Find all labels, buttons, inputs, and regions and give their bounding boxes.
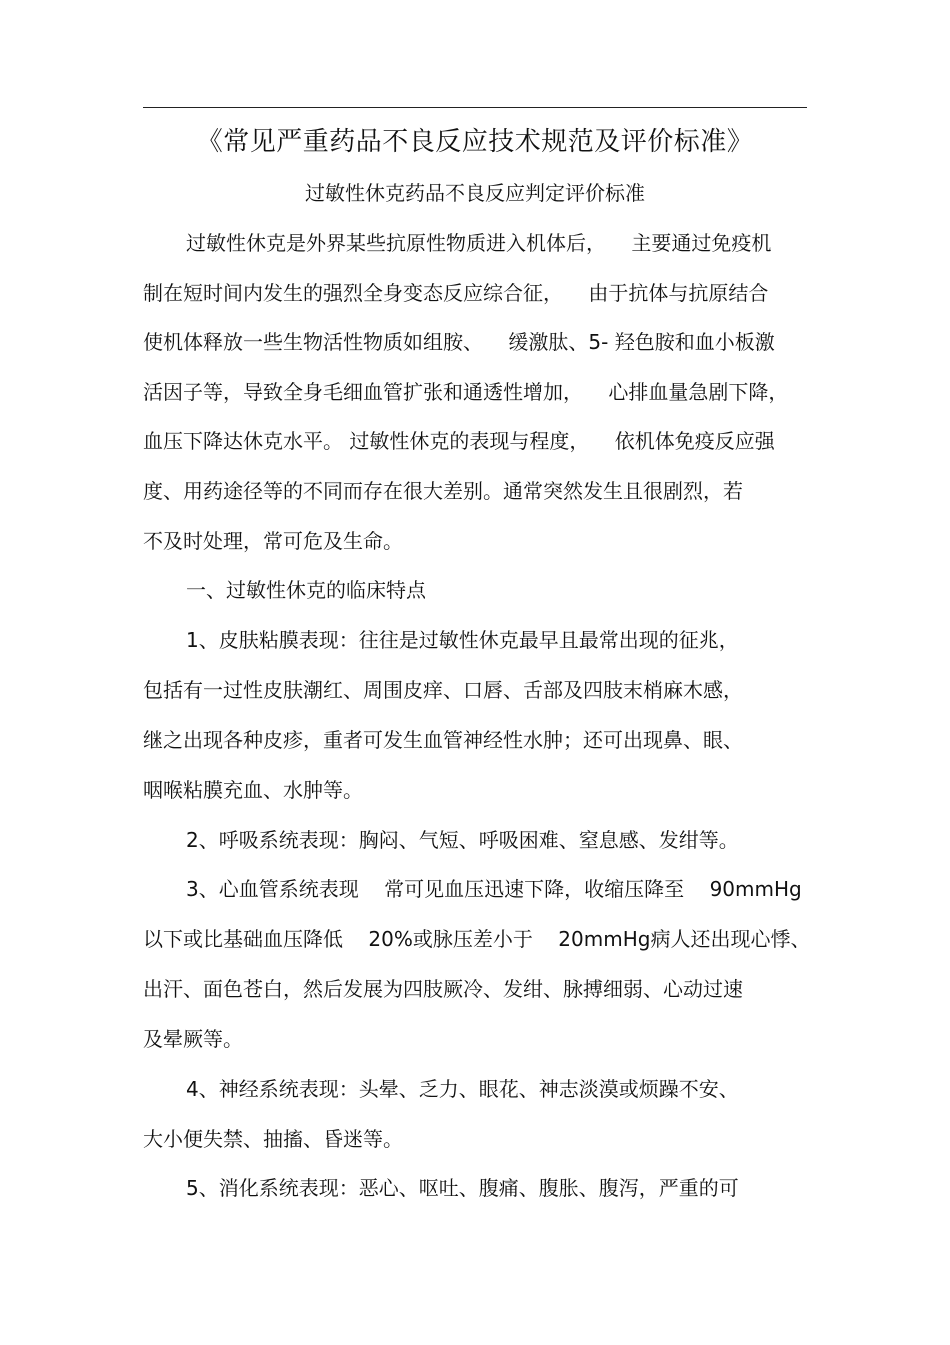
paragraph-line: 包括有一过性皮肤潮红、周围皮痒、口唇、舌部及四肢末梢麻木感， xyxy=(143,678,743,702)
paragraph-line: 不及时处理，常可危及生命。 xyxy=(143,529,403,553)
paragraph-line: 以下或比基础血压降低 20%或脉压差小于 20mmHg病人还出现心悸、 xyxy=(143,927,811,951)
document-subtitle: 过敏性休克药品不良反应判定评价标准 xyxy=(305,181,645,205)
paragraph-line: 血压下降达休克水平。 过敏性休克的表现与程度， 依机体免疫反应强 xyxy=(143,429,775,453)
paragraph-line: 1、皮肤粘膜表现：往往是过敏性休克最早且最常出现的征兆， xyxy=(186,628,739,652)
paragraph-line: 使机体释放一些生物活性物质如组胺、 缓激肽、5- 羟色胺和血小板激 xyxy=(143,330,775,354)
paragraph-line: 制在短时间内发生的强烈全身变态反应综合征， 由于抗体与抗原结合 xyxy=(143,281,769,305)
document-title: 《常见严重药品不良反应技术规范及评价标准》 xyxy=(196,127,754,157)
paragraph-line: 继之出现各种皮疹，重者可发生血管神经性水肿；还可出现鼻、眼、 xyxy=(143,728,743,752)
paragraph-line: 及晕厥等。 xyxy=(143,1027,243,1051)
paragraph-line: 大小便失禁、抽搐、昏迷等。 xyxy=(143,1127,403,1151)
paragraph-line: 5、消化系统表现：恶心、呕吐、腹痛、腹胀、腹泻，严重的可 xyxy=(186,1176,739,1200)
paragraph-line: 3、心血管系统表现 常可见血压迅速下降，收缩压降至 90mmHg xyxy=(186,877,802,901)
paragraph-line: 咽喉粘膜充血、水肿等。 xyxy=(143,778,363,802)
section-heading: 一、过敏性休克的临床特点 xyxy=(186,578,426,602)
paragraph-line: 4、神经系统表现：头晕、乏力、眼花、神志淡漠或烦躁不安、 xyxy=(186,1077,739,1101)
paragraph-line: 2、呼吸系统表现：胸闷、气短、呼吸困难、窒息感、发绀等。 xyxy=(186,828,739,852)
paragraph-line: 活因子等，导致全身毛细血管扩张和通透性增加， 心排血量急剧下降， xyxy=(143,380,789,404)
paragraph-line: 度、用药途径等的不同而存在很大差别。通常突然发生且很剧烈，若 xyxy=(143,479,743,503)
paragraph-line: 过敏性休克是外界某些抗原性物质进入机体后， 主要通过免疫机 xyxy=(186,231,772,255)
header-rule xyxy=(143,107,807,108)
paragraph-line: 出汗、面色苍白，然后发展为四肢厥冷、发绀、脉搏细弱、心动过速 xyxy=(143,977,743,1001)
